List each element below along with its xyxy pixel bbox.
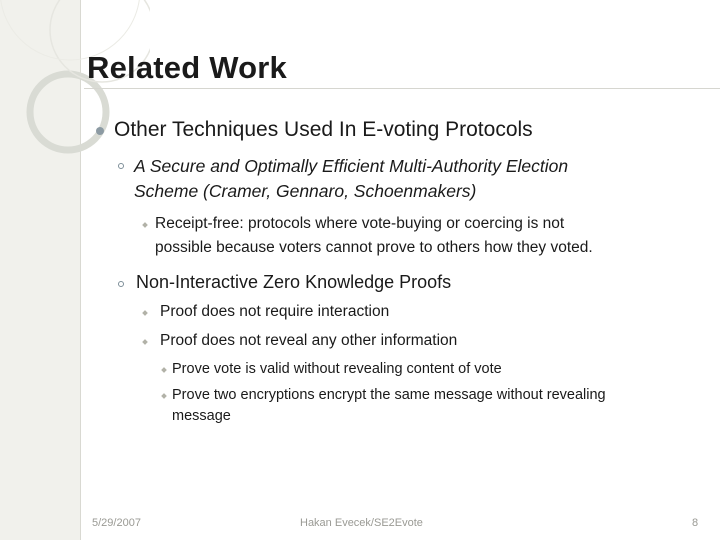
bullet-cramer-line2: Scheme (Cramer, Gennaro, Schoenmakers)	[134, 181, 477, 201]
bullet-diamond-icon	[161, 367, 167, 373]
bullet-receipt-free-line1: Receipt-free: protocols where vote-buying or coercing is not	[155, 215, 565, 232]
bullet-diamond-icon	[142, 222, 148, 228]
bullet-ring-icon	[118, 281, 124, 287]
bullet-ring-icon	[118, 163, 124, 169]
bullet-nizk: Non-Interactive Zero Knowledge Proofs	[136, 272, 452, 292]
bullet-prove-encryptions-line1: Prove two encryptions encrypt the same message without revealing	[172, 387, 606, 403]
bullet-diamond-icon	[142, 339, 148, 345]
footer-page-number: 8	[692, 517, 699, 529]
footer-date: 5/29/2007	[92, 517, 141, 529]
bullet-dot-icon	[96, 127, 104, 135]
bullet-no-other-info: Proof does not reveal any other information	[160, 332, 458, 349]
bullet-prove-encryptions-line2: message	[172, 408, 231, 424]
footer-author: Hakan Evecek/SE2Evote	[300, 517, 423, 529]
title-underline	[84, 88, 720, 89]
slide-title: Related Work	[87, 50, 287, 85]
bullet-receipt-free-line2: possible because voters cannot prove to others how they voted.	[155, 239, 593, 256]
bullet-other-techniques: Other Techniques Used In E-voting Protocols	[114, 118, 533, 141]
bullet-diamond-icon	[161, 393, 167, 399]
bullet-cramer-line1: A Secure and Optimally Efficient Multi-Authority Election	[134, 156, 569, 176]
bullet-prove-vote-valid: Prove vote is valid without revealing content of vote	[172, 361, 502, 377]
bullet-diamond-icon	[142, 310, 148, 316]
bullet-no-interaction: Proof does not require interaction	[160, 303, 390, 320]
